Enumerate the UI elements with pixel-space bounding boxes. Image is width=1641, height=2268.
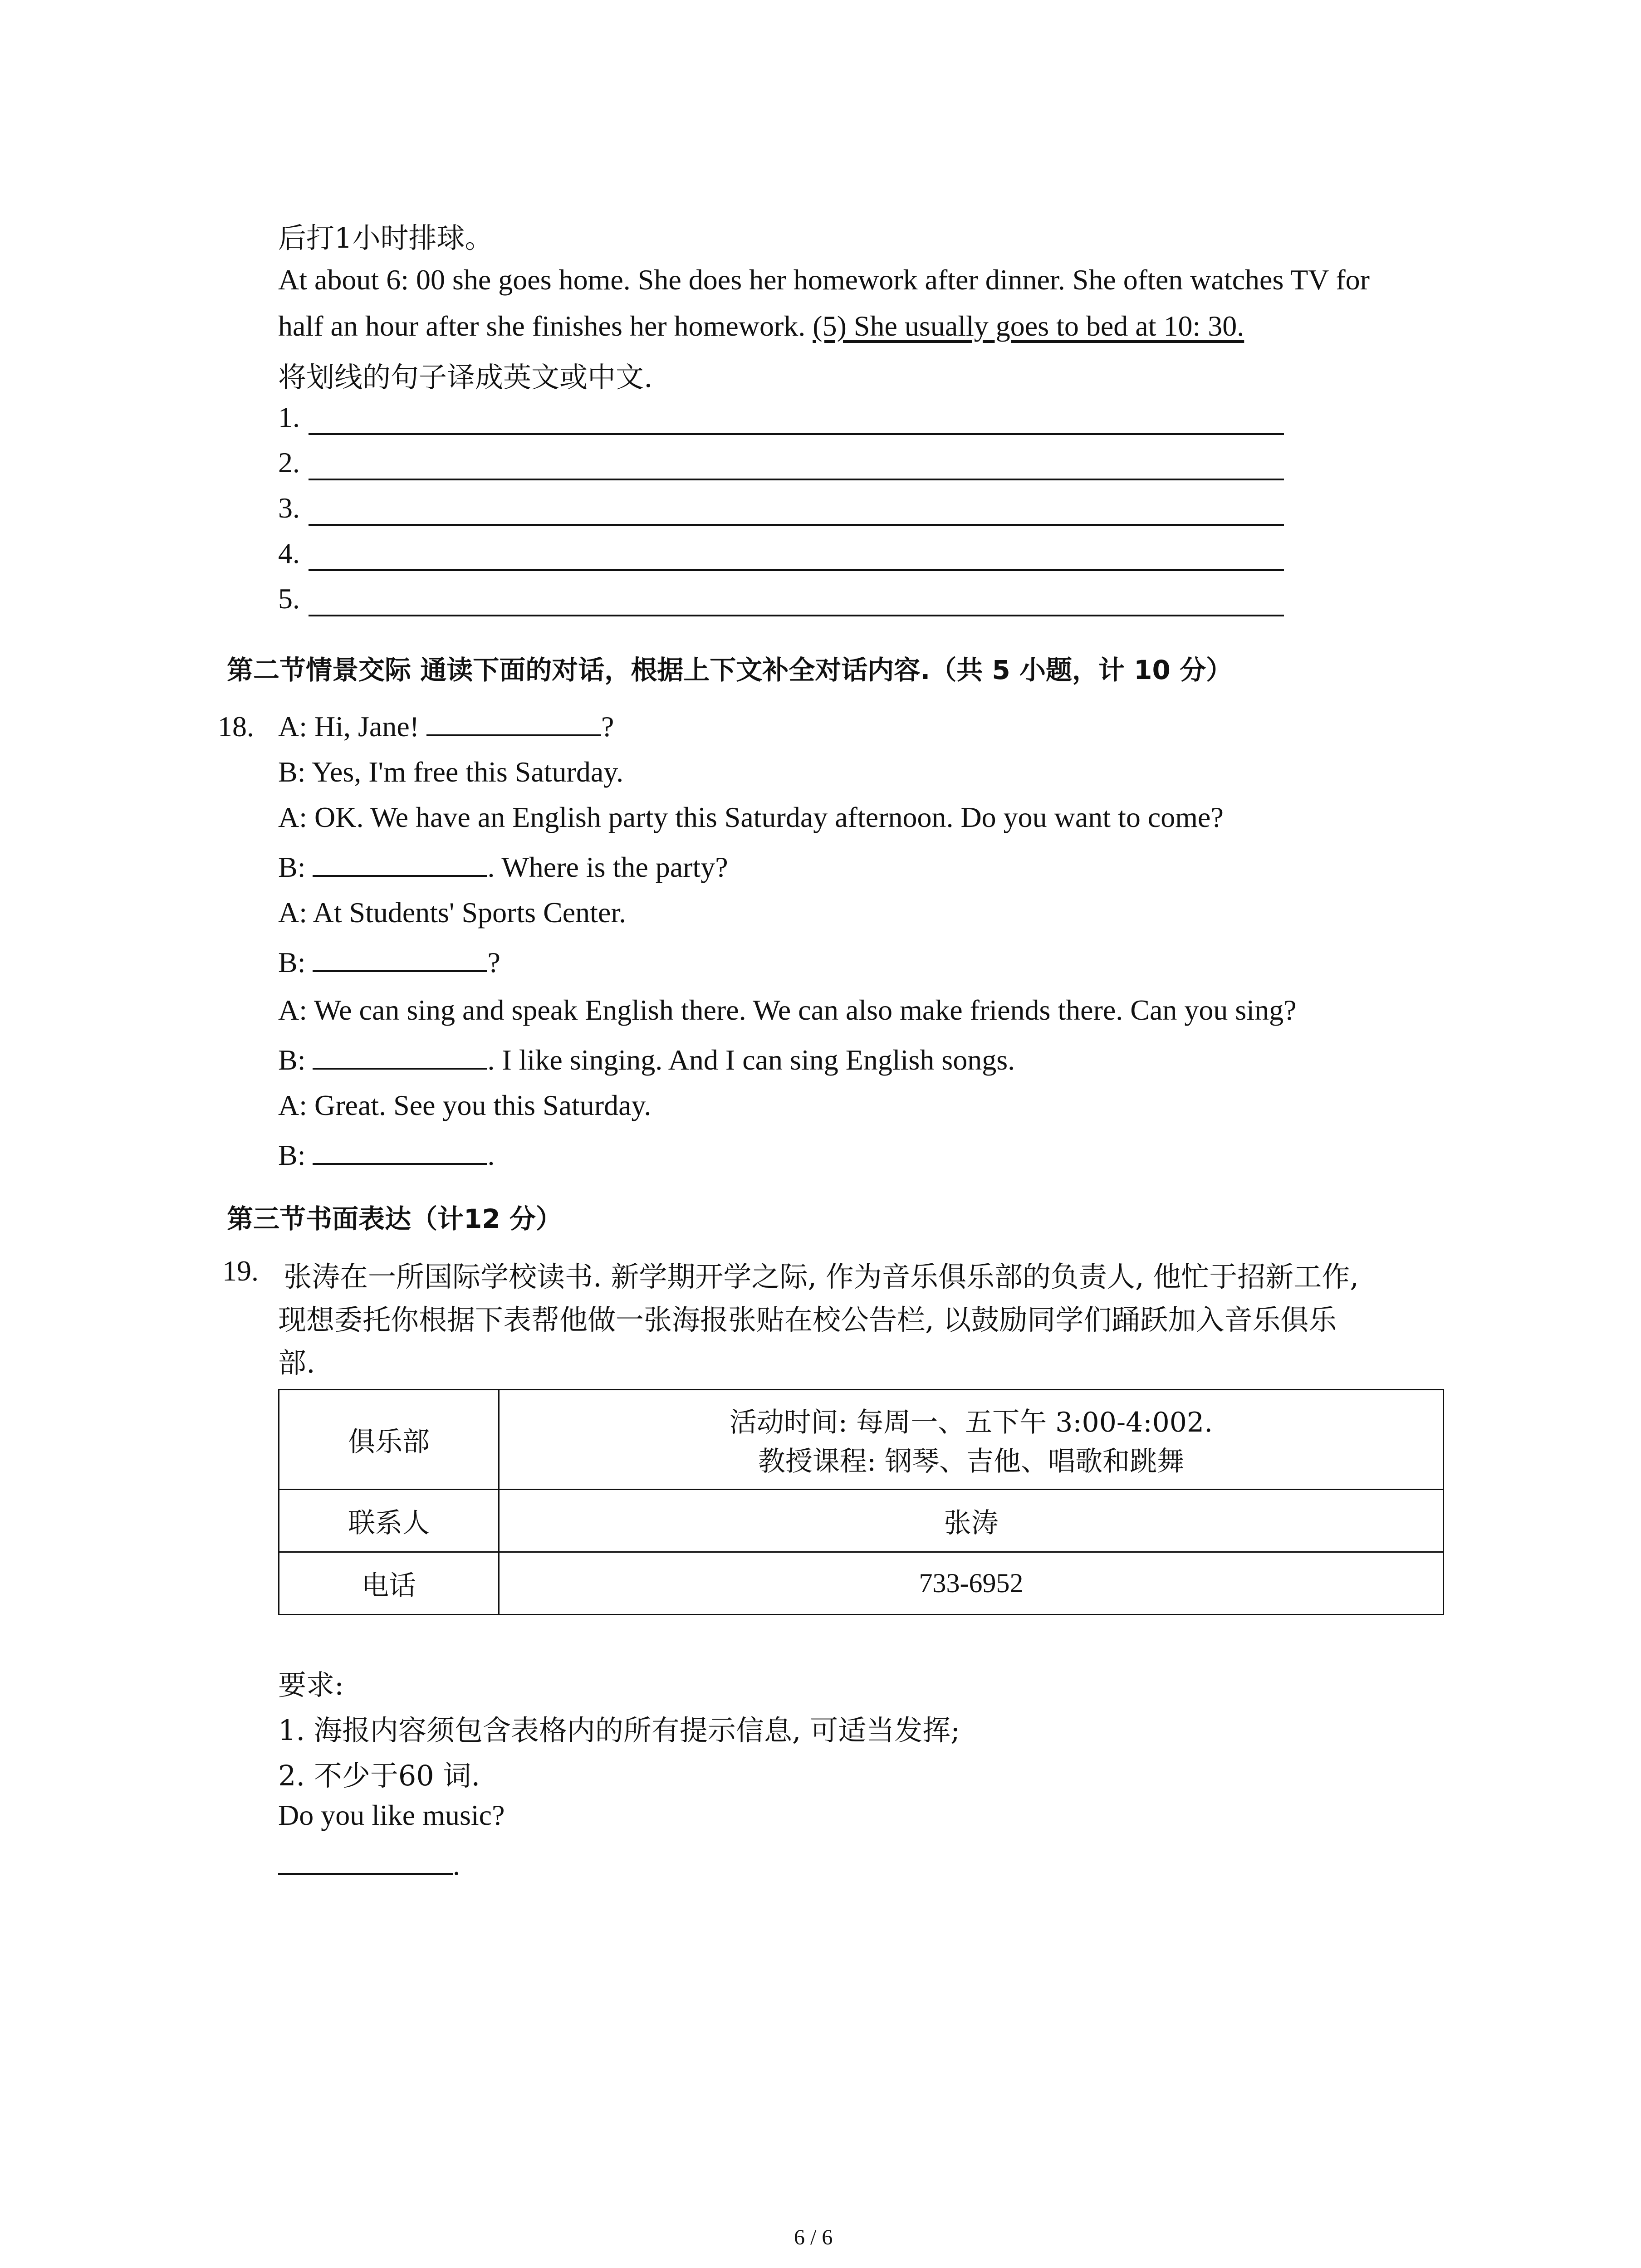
question-18-number: 18. xyxy=(218,710,254,743)
dialogue-text: B: xyxy=(278,851,313,883)
dialogue-line-6 xyxy=(278,946,500,979)
answer-line-2[interactable] xyxy=(309,479,1284,480)
table-row xyxy=(279,1490,1444,1552)
answer-label: 4. xyxy=(278,537,300,569)
essay-blank[interactable] xyxy=(278,1851,453,1875)
essay-answer-line xyxy=(278,1848,460,1882)
activity-time: 活动时间: 每周一、五下午 3:00-4:002. xyxy=(729,1406,1213,1438)
answer-label: 1. xyxy=(278,401,300,433)
dialogue-text: ? xyxy=(487,946,500,978)
dialogue-text: A: Hi, Jane! xyxy=(278,710,427,743)
table-row xyxy=(279,1390,1444,1490)
table-row xyxy=(279,1552,1444,1615)
translation-instruction: 将划线的句子译成英文或中文. xyxy=(278,361,653,394)
dialogue-line-1 xyxy=(278,710,614,743)
page-number: 6 / 6 xyxy=(794,2225,833,2249)
prompt-line-3: 部. xyxy=(278,1346,315,1379)
table-cell-phone-label: 电话 xyxy=(279,1552,499,1615)
dialogue-line-5: A: At Students' Sports Center. xyxy=(278,896,627,929)
underlined-sentence-5: (5) She usually goes to bed at 10: 30. xyxy=(813,310,1244,342)
question-19-number: 19. xyxy=(222,1255,259,1287)
dialogue-line-2: B: Yes, I'm free this Saturday. xyxy=(278,756,624,788)
dialogue-text: . xyxy=(487,1139,495,1171)
reading-line-2: At about 6: 00 she goes home. She does her homework after dinner. She often watches TV for xyxy=(278,264,1370,296)
reading-line-3-start: half an hour after she finishes her homework. xyxy=(278,310,813,342)
essay-closing-punct: . xyxy=(453,1849,460,1881)
prompt-line-1: 张涛在一所国际学校读书. 新学期开学之际, 作为音乐俱乐部的负责人, 他忙于招新工作, xyxy=(284,1260,1359,1293)
blank-5[interactable] xyxy=(313,1141,487,1165)
dialogue-line-9: A: Great. See you this Saturday. xyxy=(278,1089,652,1121)
blank-2[interactable] xyxy=(313,853,487,877)
answer-line-3[interactable] xyxy=(309,524,1284,526)
table-cell-contact-label: 联系人 xyxy=(279,1490,499,1552)
reading-line-1: 后打1小时排球。 xyxy=(278,221,493,254)
dialogue-text: B: xyxy=(278,1139,313,1171)
dialogue-line-7: A: We can sing and speak English there. We can also make friends there. Can you sing? xyxy=(278,994,1297,1026)
table-cell-contact-value: 张涛 xyxy=(499,1490,1444,1552)
answer-line-5[interactable] xyxy=(309,615,1284,616)
club-info-table xyxy=(278,1389,1444,1615)
blank-1[interactable] xyxy=(426,713,601,736)
dialogue-text: . I like singing. And I can sing English songs. xyxy=(487,1044,1015,1076)
answer-label: 2. xyxy=(278,446,300,479)
answer-label: 3. xyxy=(278,492,300,524)
answer-line-4[interactable] xyxy=(309,569,1284,571)
answer-label: 5. xyxy=(278,582,300,615)
dialogue-text: B: xyxy=(278,946,313,978)
section-3-heading: 第三节书面表达（计12 分） xyxy=(227,1203,562,1234)
dialogue-text: . Where is the party? xyxy=(487,851,728,883)
requirement-2: 2. 不少于60 词. xyxy=(278,1759,480,1792)
requirement-1: 1. 海报内容须包含表格内的所有提示信息, 可适当发挥; xyxy=(278,1714,960,1747)
dialogue-line-10 xyxy=(278,1139,495,1172)
requirements-title: 要求: xyxy=(278,1668,344,1701)
table-cell-club-value xyxy=(499,1390,1444,1490)
blank-3[interactable] xyxy=(313,948,487,972)
dialogue-text: ? xyxy=(601,710,614,743)
dialogue-line-4 xyxy=(278,850,728,884)
table-cell-club-label: 俱乐部 xyxy=(279,1390,499,1490)
dialogue-text: B: xyxy=(278,1044,313,1076)
reading-line-3 xyxy=(278,309,1244,343)
essay-opening: Do you like music? xyxy=(278,1799,505,1831)
section-2-heading: 第二节情景交际 通读下面的对话，根据上下文补全对话内容.（共 5 小题，计 10 分） xyxy=(227,655,1233,685)
answer-line-1[interactable] xyxy=(309,433,1284,435)
blank-4[interactable] xyxy=(313,1046,487,1070)
dialogue-line-8 xyxy=(278,1043,1015,1077)
dialogue-line-3: A: OK. We have an English party this Saturday afternoon. Do you want to come? xyxy=(278,801,1224,833)
courses: 教授课程: 钢琴、吉他、唱歌和跳舞 xyxy=(758,1445,1185,1477)
prompt-line-2: 现想委托你根据下表帮他做一张海报张贴在校公告栏, 以鼓励同学们踊跃加入音乐俱乐 xyxy=(278,1303,1337,1336)
table-cell-phone-value: 733-6952 xyxy=(499,1552,1444,1615)
